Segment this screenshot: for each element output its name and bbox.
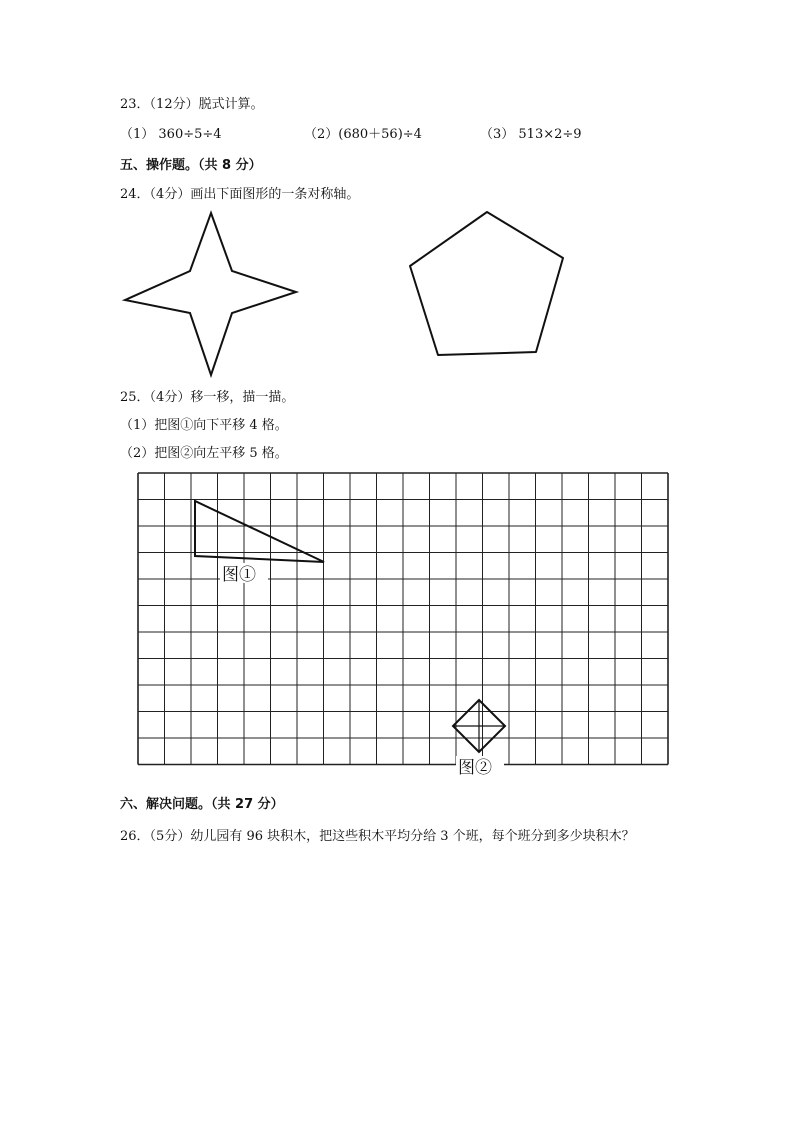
section-6-heading: 六、解决问题。（共 27 分） [120,797,284,812]
question-23-item-3: （3） 513×2÷9 [480,127,582,142]
question-23-item-2: （2）(680＋56)÷4 [304,127,422,142]
question-26-title: 26．（5分）幼儿园有 96 块积木，把这些积木平均分给 3 个班，每个班分到多少块积木？ [120,829,635,844]
pentagon-figure [0,0,794,400]
question-23-title: 23．（12分）脱式计算。 [120,97,264,112]
figure-2-label: 图② [458,758,492,778]
question-25-title: 25．（4分）移一移，描一描。 [120,390,295,405]
section-5-heading: 五、操作题。（共 8 分） [120,158,262,173]
question-25-sub-2: （2）把图②向左平移 5 格。 [120,446,288,461]
question-23-item-1: （1） 360÷5÷4 [120,127,222,142]
question-24-title: 24．（4分）画出下面图形的一条对称轴。 [120,187,360,202]
pentagon-outline [410,212,563,355]
square-grid [130,468,670,788]
grid-lines [138,473,668,765]
figure-1-label: 图① [222,565,256,585]
question-25-sub-1: （1）把图①向下平移 4 格。 [120,418,288,433]
